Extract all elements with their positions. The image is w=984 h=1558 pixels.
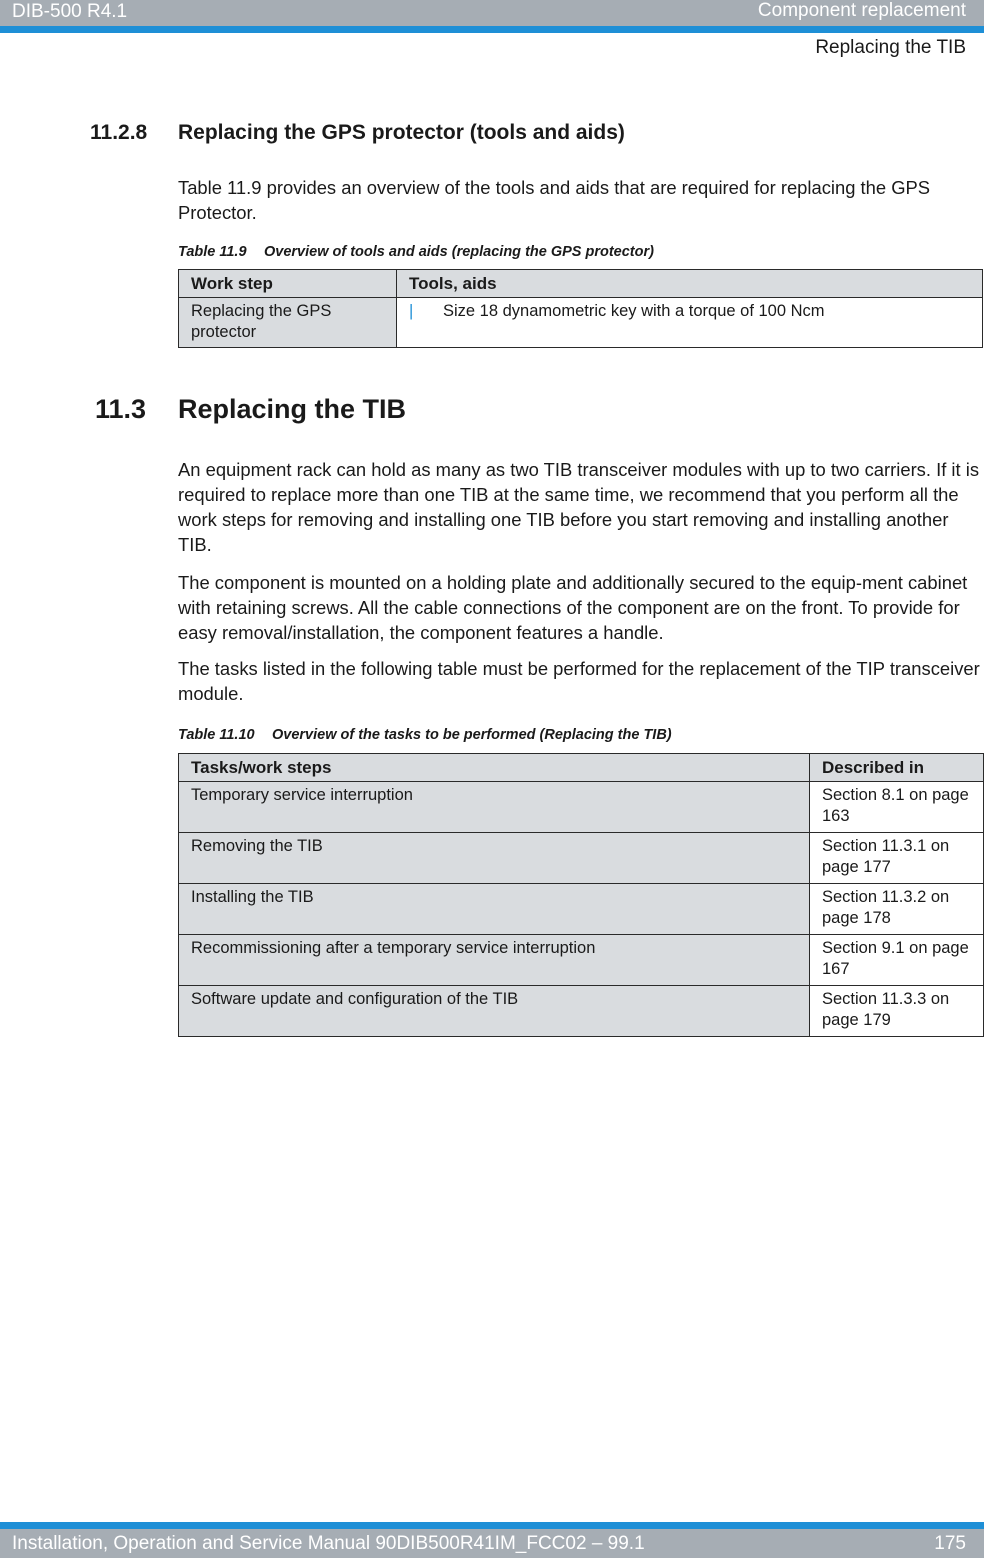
header-accent-stripe [0,26,984,33]
task-cell: Recommissioning after a temporary service interruption [179,935,810,986]
header-section: Replacing the TIB [815,37,966,58]
body-paragraph-1: An equipment rack can hold as many as two TIB transceiver modules with up to two carriers. If it is required to replace more than one TIB at the same time, we recommend that you perform all the work steps for removing and installing one TIB before you start removing and installing another TIB. [178,459,980,555]
reference-cell: Section 11.3.2 on page 178 [810,884,984,935]
section-number: 11.2.8 [90,121,148,144]
section-heading-11-2-8 [90,121,625,145]
footer-manual-title: Installation, Operation and Service Manual 90DIB500R41IM_FCC02 – 99.1 [12,1533,645,1554]
body-paragraph-2: The component is mounted on a holding plate and additionally secured to the equip-ment cabinet with retaining screws. All the cable connections of the component are on the front. To provide for easy removal/installation, the component features a handle. [178,572,968,643]
tasks-table [178,753,984,1037]
section-title: Replacing the TIB [178,394,407,424]
tool-text: Size 18 dynamometric key with a torque of 100 Ncm [443,302,825,320]
page-number: 175 [934,1533,966,1554]
table-row [179,298,983,348]
task-cell: Software update and configuration of the TIB [179,986,810,1037]
column-header-tasks: Tasks/work steps [179,754,810,782]
task-cell: Temporary service interruption [179,782,810,833]
caption-number: Table 11.10 [178,727,255,743]
section-number: 11.3 [95,394,147,424]
caption-number: Table 11.9 [178,244,247,260]
footer-accent-stripe [0,1522,984,1529]
task-cell: Installing the TIB [179,884,810,935]
caption-text: Overview of the tasks to be performed (Replacing the TIB) [272,727,672,743]
task-cell: Removing the TIB [179,833,810,884]
table-caption-11-10 [178,727,672,743]
section-title: Replacing the GPS protector (tools and aids) [178,121,625,144]
column-header-work-step: Work step [179,270,397,298]
reference-cell: Section 11.3.1 on page 177 [810,833,984,884]
work-step-cell: Replacing the GPS protector [179,298,397,348]
column-header-described-in: Described in [810,754,984,782]
table-header-row [179,754,984,782]
intro-paragraph: Table 11.9 provides an overview of the tools and aids that are required for replacing the GPS Protector. [178,177,931,223]
reference-cell: Section 11.3.3 on page 179 [810,986,984,1037]
body-paragraph-3: The tasks listed in the following table must be performed for the replacement of the TIP transceiver module. [178,658,980,704]
table-row [179,935,984,986]
table-row [179,986,984,1037]
caption-text: Overview of tools and aids (replacing the GPS protector) [264,244,654,260]
table-row [179,884,984,935]
tools-table [178,269,983,348]
table-row [179,833,984,884]
header-product: DIB-500 R4.1 [12,1,128,22]
header-chapter: Component replacement [757,0,966,21]
reference-cell: Section 9.1 on page 167 [810,935,984,986]
bullet-bar-icon: | [409,302,414,320]
section-heading-11-3 [95,394,406,425]
column-header-tools: Tools, aids [397,270,983,298]
reference-cell: Section 8.1 on page 163 [810,782,984,833]
table-caption-11-9 [178,244,654,260]
table-row [179,782,984,833]
table-header-row [179,270,983,298]
tools-cell [397,298,983,348]
